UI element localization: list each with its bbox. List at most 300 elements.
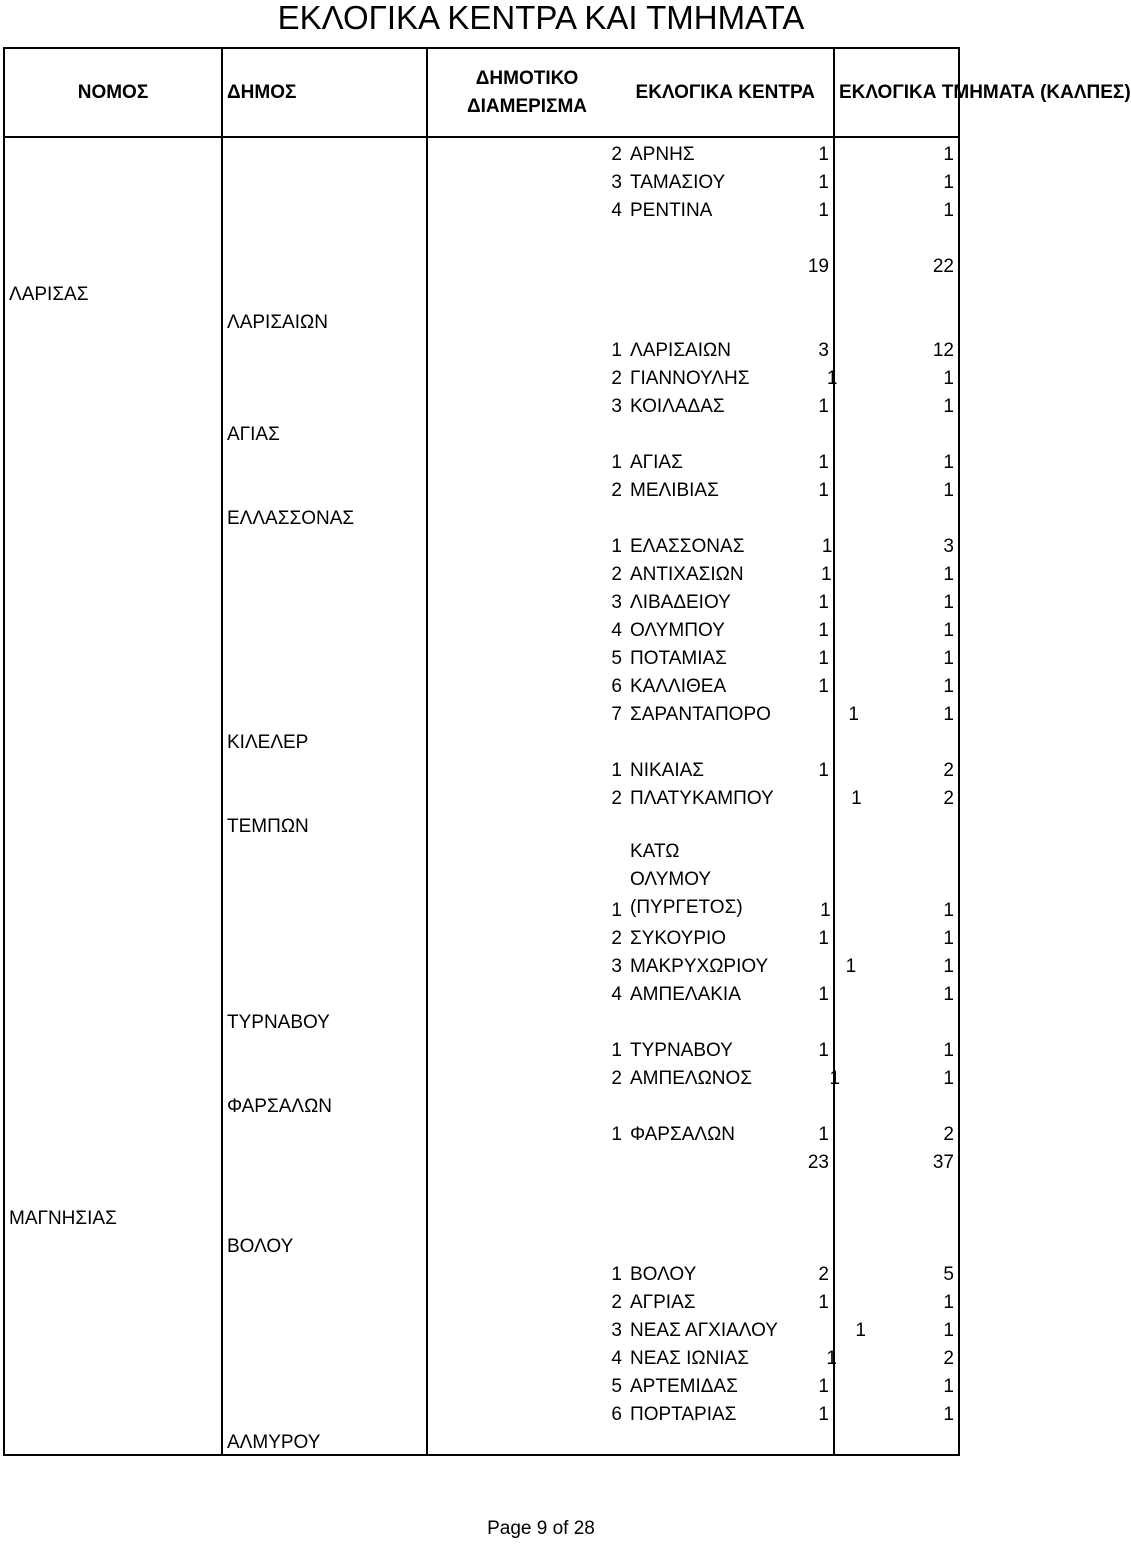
table-row — [4, 194, 959, 222]
nomos-cell — [4, 1118, 222, 1146]
tmimata-cell — [834, 418, 959, 446]
district-name: ΑΓΡΙΑΣ — [630, 1292, 696, 1313]
kentra-count: 1 — [821, 536, 833, 557]
header-dimotiko: ΔΗΜΟΤΙΚΟ ΔΙΑΜΕΡΙΣΜΑ — [466, 67, 588, 117]
dimos-cell: ΚΙΛΕΛΕΡ — [222, 726, 427, 754]
nomos-cell — [4, 1342, 222, 1370]
dimos-cell — [222, 922, 427, 950]
dimos-cell — [222, 1314, 427, 1342]
kentro-cell — [427, 754, 834, 782]
district-number: 6 — [611, 676, 622, 697]
tmimata-cell — [834, 810, 959, 838]
kentra-count: 1 — [826, 1348, 837, 1369]
dimos-cell — [222, 782, 427, 810]
kentra-count: 3 — [818, 340, 829, 361]
tmimata-cell: 1 — [834, 1286, 959, 1314]
kentra-count: 1 — [848, 704, 859, 725]
tmimata-cell: 1 — [834, 586, 959, 614]
tmimata-cell: 1 — [834, 642, 959, 670]
nomos-cell — [4, 502, 222, 530]
table-row — [4, 614, 959, 642]
nomos-cell — [4, 166, 222, 194]
nomos-cell — [4, 754, 222, 782]
district-number: 2 — [611, 368, 622, 389]
dimos-cell — [222, 390, 427, 418]
kentra-count: 1 — [826, 368, 838, 389]
tmimata-cell — [834, 502, 959, 530]
district-number: 1 — [611, 1264, 622, 1285]
kentra-count: 1 — [818, 1376, 829, 1397]
tmimata-cell: 1 — [834, 194, 959, 222]
district-name: ΜΕΛΙΒΙΑΣ — [630, 480, 719, 501]
kentra-count: 1 — [818, 1040, 829, 1061]
dimos-cell — [222, 1146, 427, 1174]
dimos-cell — [222, 278, 427, 306]
table-row — [4, 670, 959, 698]
header-dimos: ΔΗΜΟΣ — [222, 48, 427, 137]
kentro-cell — [427, 558, 834, 586]
nomos-cell: ΜΑΓΝΗΣΙΑΣ — [4, 1202, 222, 1230]
district-name: ΚΟΙΛΑΔΑΣ — [630, 396, 725, 417]
dimos-cell — [222, 166, 427, 194]
tmimata-cell: 1 — [834, 978, 959, 1006]
district-number: 1 — [611, 900, 622, 921]
nomos-cell — [4, 978, 222, 1006]
tmimata-cell: 1 — [834, 1314, 959, 1342]
table-row — [4, 642, 959, 670]
table-row — [4, 922, 959, 950]
kentra-count: 1 — [829, 1068, 841, 1089]
district-name: ΠΛΑΤΥΚΑΜΠΟΥ — [630, 788, 774, 809]
district-name: ΑΜΠΕΛΑΚΙΑ — [630, 984, 741, 1005]
table-row — [4, 838, 959, 922]
kentro-cell — [427, 474, 834, 502]
district-name: ΣΑΡΑΝΤΑΠΟΡΟ — [630, 704, 771, 725]
table-row — [4, 1370, 959, 1398]
tmimata-cell: 2 — [834, 1342, 959, 1370]
kentro-cell — [427, 1398, 834, 1426]
tmimata-cell: 1 — [834, 838, 959, 922]
tmimata-cell: 1 — [834, 474, 959, 502]
table-row — [4, 222, 959, 250]
table-row — [4, 334, 959, 362]
kentro-cell — [427, 838, 834, 922]
table-row — [4, 278, 959, 306]
kentro-cell — [427, 1062, 841, 1090]
district-number: 3 — [611, 956, 622, 977]
nomos-cell — [4, 670, 222, 698]
tmimata-cell: 5 — [834, 1258, 959, 1286]
table-row — [4, 362, 959, 390]
table-row — [4, 586, 959, 614]
dimos-cell — [222, 1398, 427, 1426]
table-row — [4, 1174, 959, 1202]
nomos-cell — [4, 530, 222, 558]
kentra-count: 19 — [807, 256, 829, 277]
dimos-cell: ΕΛΛΑΣΣΟΝΑΣ — [222, 502, 427, 530]
tmimata-cell: 1 — [834, 446, 959, 474]
dimos-cell — [222, 586, 427, 614]
kentro-cell — [427, 1202, 834, 1230]
kentra-count: 1 — [818, 172, 829, 193]
dimos-cell — [222, 558, 427, 586]
kentra-count: 1 — [855, 1320, 866, 1341]
kentro-cell — [427, 1286, 834, 1314]
dimos-cell — [222, 978, 427, 1006]
district-number: 3 — [611, 396, 622, 417]
kentra-count: 1 — [818, 396, 829, 417]
district-name: ΚΑΤΩ ΟΛΥΜΟΥ (ΠΥΡΓΕΤΟΣ) — [630, 841, 743, 918]
tmimata-cell — [834, 222, 959, 250]
table-row — [4, 782, 959, 810]
district-name: ΑΜΠΕΛΩΝΟΣ — [630, 1068, 753, 1089]
nomos-cell — [4, 1174, 222, 1202]
tmimata-cell: 2 — [834, 1118, 959, 1146]
district-name: ΑΡΤΕΜΙΔΑΣ — [630, 1376, 738, 1397]
table-row — [4, 446, 959, 474]
tmimata-cell: 1 — [834, 1034, 959, 1062]
district-number: 4 — [611, 984, 622, 1005]
table-row — [4, 1006, 959, 1034]
table-row — [4, 250, 959, 278]
dimos-cell — [222, 1062, 427, 1090]
table-row — [4, 558, 959, 586]
dimos-cell — [222, 474, 427, 502]
kentro-cell — [427, 810, 834, 838]
nomos-cell — [4, 250, 222, 278]
kentro-cell — [427, 698, 859, 726]
header-dimotiko-kentra — [427, 48, 834, 137]
dimos-cell — [222, 446, 427, 474]
nomos-cell — [4, 810, 222, 838]
nomos-cell: ΛΑΡΙΣΑΣ — [4, 278, 222, 306]
nomos-cell — [4, 1146, 222, 1174]
kentro-cell — [427, 306, 834, 334]
district-number: 1 — [611, 452, 622, 473]
district-number: 4 — [611, 620, 622, 641]
district-name: ΝΕΑΣ ΑΓΧΙΑΛΟΥ — [630, 1320, 778, 1341]
dimos-cell — [222, 530, 427, 558]
dimos-cell — [222, 1258, 427, 1286]
table-row — [4, 1090, 959, 1118]
table-row — [4, 1146, 959, 1174]
tmimata-cell — [834, 306, 959, 334]
dimos-cell — [222, 1202, 427, 1230]
kentra-count: 1 — [818, 200, 829, 221]
kentro-cell — [427, 222, 834, 250]
kentro-cell — [427, 278, 834, 306]
tmimata-cell: 1 — [834, 390, 959, 418]
dimos-cell: ΛΑΡΙΣΑΙΩΝ — [222, 306, 427, 334]
district-name: ΛΑΡΙΣΑΙΩΝ — [630, 340, 731, 361]
kentra-count: 1 — [818, 984, 829, 1005]
nomos-cell — [4, 222, 222, 250]
district-number: 1 — [611, 536, 622, 557]
table-row — [4, 306, 959, 334]
kentro-cell — [427, 446, 834, 474]
kentro-cell — [427, 334, 834, 362]
dimos-cell — [222, 950, 427, 978]
nomos-cell — [4, 362, 222, 390]
kentra-count: 23 — [807, 1152, 829, 1173]
dimos-cell — [222, 362, 427, 390]
table-row — [4, 1034, 959, 1062]
kentro-cell — [427, 782, 862, 810]
district-number: 4 — [611, 1348, 622, 1369]
nomos-cell — [4, 306, 222, 334]
table-row — [4, 137, 959, 166]
tmimata-cell — [834, 278, 959, 306]
tmimata-cell: 1 — [834, 166, 959, 194]
dimos-cell — [222, 250, 427, 278]
kentra-count: 1 — [818, 760, 829, 781]
district-name: ΑΝΤΙΧΑΣΙΩΝ — [630, 564, 744, 585]
kentro-cell — [427, 1258, 834, 1286]
tmimata-cell: 1 — [834, 698, 959, 726]
district-number: 5 — [611, 648, 622, 669]
tmimata-cell: 1 — [834, 1398, 959, 1426]
dimos-cell — [222, 1342, 427, 1370]
kentro-cell — [427, 194, 834, 222]
table-row — [4, 754, 959, 782]
table-row — [4, 1314, 959, 1342]
kentra-count: 1 — [818, 676, 829, 697]
table-row — [4, 810, 959, 838]
district-name: ΝΙΚΑΙΑΣ — [630, 760, 705, 781]
nomos-cell — [4, 642, 222, 670]
tmimata-cell — [834, 1174, 959, 1202]
tmimata-cell: 1 — [834, 614, 959, 642]
district-name: ΑΡΝΗΣ — [630, 144, 695, 165]
district-number: 6 — [611, 1404, 622, 1425]
district-name: ΓΙΑΝΝΟΥΛΗΣ — [630, 368, 750, 389]
district-number: 4 — [611, 200, 622, 221]
tmimata-cell: 1 — [834, 558, 959, 586]
kentro-cell — [427, 502, 834, 530]
district-number: 2 — [611, 928, 622, 949]
nomos-cell — [4, 922, 222, 950]
table-row — [4, 1230, 959, 1258]
district-name: ΟΛΥΜΠΟΥ — [630, 620, 725, 641]
kentra-count: 1 — [818, 1124, 829, 1145]
nomos-cell — [4, 950, 222, 978]
table-row — [4, 390, 959, 418]
kentro-cell — [427, 530, 834, 558]
kentra-count: 1 — [818, 620, 829, 641]
header-kentra: ΕΚΛΟΓΙΚΑ ΚΕΝΤΡΑ — [635, 81, 815, 103]
kentro-cell — [427, 1230, 834, 1258]
kentra-count: 1 — [818, 928, 829, 949]
tmimata-cell: 1 — [834, 362, 959, 390]
district-number: 1 — [611, 760, 622, 781]
kentra-count: 1 — [820, 900, 831, 921]
dimos-cell — [222, 1034, 427, 1062]
kentro-cell — [427, 1314, 866, 1342]
kentra-count: 1 — [818, 144, 829, 165]
dimos-cell — [222, 222, 427, 250]
kentro-cell — [427, 1426, 834, 1455]
tmimata-cell — [834, 1202, 959, 1230]
district-name: ΜΑΚΡΥΧΩΡΙΟΥ — [630, 956, 769, 977]
district-name: ΣΥΚΟΥΡΙΟ — [630, 928, 727, 949]
table-row — [4, 698, 959, 726]
tmimata-cell: 1 — [834, 137, 959, 166]
table-row — [4, 978, 959, 1006]
district-number: 2 — [611, 564, 622, 585]
district-number: 3 — [611, 1320, 622, 1341]
kentra-count: 1 — [818, 480, 829, 501]
dimos-cell — [222, 194, 427, 222]
kentro-cell — [427, 950, 857, 978]
district-number: 7 — [611, 704, 622, 725]
header-nomos: ΝΟΜΟΣ — [4, 48, 222, 137]
kentro-cell — [427, 137, 834, 166]
nomos-cell — [4, 1286, 222, 1314]
nomos-cell — [4, 1426, 222, 1455]
table-row — [4, 502, 959, 530]
tmimata-cell: 1 — [834, 670, 959, 698]
district-name: ΛΙΒΑΔΕΙΟΥ — [630, 592, 731, 613]
nomos-cell — [4, 1006, 222, 1034]
tmimata-cell — [834, 1006, 959, 1034]
kentro-cell — [427, 1034, 834, 1062]
nomos-cell — [4, 586, 222, 614]
tmimata-cell — [834, 1090, 959, 1118]
district-number: 2 — [611, 144, 622, 165]
tmimata-cell: 3 — [834, 530, 959, 558]
nomos-cell — [4, 698, 222, 726]
dimos-cell: ΤΕΜΠΩΝ — [222, 810, 427, 838]
table-row — [4, 530, 959, 558]
dimos-cell — [222, 614, 427, 642]
district-name: ΠΟΡΤΑΡΙΑΣ — [630, 1404, 737, 1425]
district-name: ΚΑΛΛΙΘΕΑ — [630, 676, 727, 697]
kentra-count: 1 — [818, 648, 829, 669]
header-tmimata: ΕΚΛΟΓΙΚΑ ΤΜΗΜΑΤΑ (ΚΑΛΠΕΣ) — [834, 48, 959, 137]
kentra-count: 1 — [818, 1404, 829, 1425]
kentro-cell — [427, 1146, 834, 1174]
table-row — [4, 1202, 959, 1230]
kentro-cell — [427, 1174, 834, 1202]
nomos-cell — [4, 1370, 222, 1398]
dimos-cell — [222, 698, 427, 726]
kentro-cell — [427, 642, 834, 670]
nomos-cell — [4, 446, 222, 474]
table-row — [4, 166, 959, 194]
kentro-cell — [427, 726, 834, 754]
table-row — [4, 1062, 959, 1090]
district-name: ΡΕΝΤΙΝΑ — [630, 200, 713, 221]
dimos-cell — [222, 838, 427, 922]
tmimata-cell: 2 — [834, 782, 959, 810]
nomos-cell — [4, 334, 222, 362]
nomos-cell — [4, 194, 222, 222]
kentra-count: 1 — [818, 452, 829, 473]
tmimata-cell — [834, 726, 959, 754]
kentro-cell — [427, 978, 834, 1006]
district-number: 2 — [611, 1292, 622, 1313]
district-name: ΒΟΛΟΥ — [630, 1264, 697, 1285]
dimos-cell: ΦΑΡΣΑΛΩΝ — [222, 1090, 427, 1118]
dimos-cell — [222, 1370, 427, 1398]
tmimata-cell: 1 — [834, 1370, 959, 1398]
table-row — [4, 474, 959, 502]
district-number: 3 — [611, 592, 622, 613]
district-name: ΠΟΤΑΜΙΑΣ — [630, 648, 727, 669]
nomos-cell — [4, 137, 222, 166]
dimos-cell — [222, 1286, 427, 1314]
table-header-row — [4, 48, 959, 137]
tmimata-cell: 22 — [834, 250, 959, 278]
nomos-cell — [4, 1062, 222, 1090]
table-row — [4, 1398, 959, 1426]
nomos-cell — [4, 1230, 222, 1258]
district-name: ΤΥΡΝΑΒΟΥ — [630, 1040, 733, 1061]
nomos-cell — [4, 614, 222, 642]
nomos-cell — [4, 1398, 222, 1426]
nomos-cell — [4, 558, 222, 586]
tmimata-cell: 1 — [834, 1062, 959, 1090]
tmimata-cell: 1 — [834, 950, 959, 978]
dimos-cell — [222, 1174, 427, 1202]
district-number: 1 — [611, 1124, 622, 1145]
dimos-cell — [222, 1118, 427, 1146]
district-name: ΕΛΑΣΣΟΝΑΣ — [630, 536, 745, 557]
district-name: ΑΓΙΑΣ — [630, 452, 683, 473]
nomos-cell — [4, 1090, 222, 1118]
nomos-cell — [4, 390, 222, 418]
kentro-cell — [427, 1370, 834, 1398]
tmimata-cell — [834, 1230, 959, 1258]
dimos-cell — [222, 754, 427, 782]
dimos-cell — [222, 670, 427, 698]
page-title: ΕΚΛΟΓΙΚΑ ΚΕΝΤΡΑ ΚΑΙ ΤΜΗΜΑΤΑ — [277, 0, 805, 36]
table-row — [4, 1118, 959, 1146]
kentro-cell — [427, 362, 838, 390]
tmimata-cell — [834, 1426, 959, 1455]
kentra-count: 2 — [818, 1264, 829, 1285]
district-name: ΤΑΜΑΣΙΟΥ — [630, 172, 726, 193]
district-number: 2 — [611, 1068, 622, 1089]
dimos-cell — [222, 642, 427, 670]
election-centers-table — [3, 47, 1131, 1456]
district-name: ΝΕΑΣ ΙΩΝΙΑΣ — [630, 1348, 749, 1369]
district-number: 2 — [611, 480, 622, 501]
kentra-count: 1 — [845, 956, 857, 977]
table-row — [4, 1426, 959, 1455]
tmimata-cell: 2 — [834, 754, 959, 782]
nomos-cell — [4, 726, 222, 754]
kentro-cell — [427, 586, 834, 614]
kentro-cell — [427, 250, 834, 278]
district-number: 1 — [611, 340, 622, 361]
kentro-cell — [427, 1006, 834, 1034]
district-number: 1 — [611, 1040, 622, 1061]
kentro-cell — [427, 1342, 837, 1370]
kentra-count: 1 — [851, 788, 862, 809]
tmimata-cell: 12 — [834, 334, 959, 362]
district-number: 5 — [611, 1376, 622, 1397]
dimos-cell — [222, 137, 427, 166]
table-row — [4, 726, 959, 754]
kentro-cell — [427, 1090, 834, 1118]
table-row — [4, 1258, 959, 1286]
district-number: 3 — [611, 172, 622, 193]
kentro-cell — [427, 1118, 834, 1146]
nomos-cell — [4, 782, 222, 810]
dimos-cell: ΤΥΡΝΑΒΟΥ — [222, 1006, 427, 1034]
dimos-cell: ΑΛΜΥΡΟΥ — [222, 1426, 427, 1455]
